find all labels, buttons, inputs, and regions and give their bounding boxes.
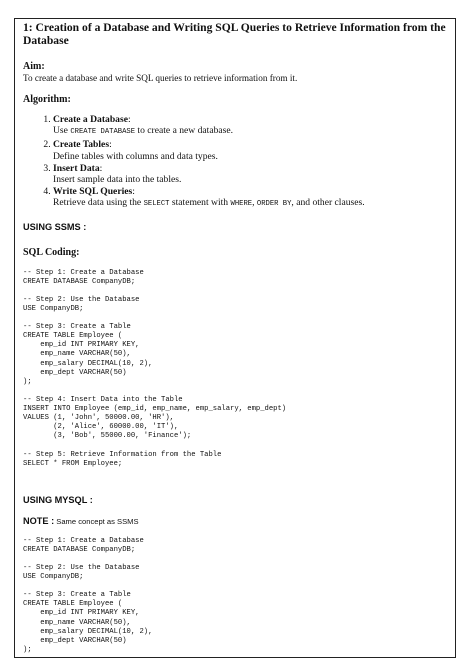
aim-heading: Aim: — [23, 61, 45, 72]
mysql-code-block: -- Step 1: Create a Database CREATE DATABASE CompanyDB; -- Step 2: Use the Database USE CompanyDB; -- Step 3: Create a Table CREATE TABLE Employee ( emp_id INT PRIMARY KEY, emp_name VARCHAR(50), emp_salary DECIMAL(10, 2), emp_dept VARCHAR(50) ); — [23, 536, 153, 654]
ssms-heading: USING SSMS : — [23, 221, 87, 232]
document-page — [14, 18, 456, 658]
algorithm-heading: Algorithm: — [23, 94, 71, 105]
note-label: NOTE : — [23, 515, 55, 526]
inline-code: CREATE DATABASE — [70, 128, 136, 137]
algorithm-step: 3. Insert Data: Insert sample data into the tables. — [53, 163, 447, 185]
algorithm-step: 4. Write SQL Queries: Retrieve data using the SELECT statement with WHERE, ORDER BY, and other clauses. — [53, 186, 447, 210]
note-line — [23, 516, 447, 527]
sql-coding-heading: SQL Coding: — [23, 246, 80, 258]
algorithm-steps — [23, 114, 447, 211]
note-text: Same concept as SSMS — [54, 516, 139, 526]
aim-text: To create a database and write SQL queries to retrieve information from it. — [23, 73, 298, 83]
algorithm-step: 2. Create Tables: Define tables with columns and data types. — [53, 139, 447, 161]
mysql-heading: USING MYSQL : — [23, 494, 93, 505]
document-title: 1: Creation of a Database and Writing SQL Queries to Retrieve Information from the Database — [23, 21, 446, 47]
algorithm-step: 1. Create a Database: Use CREATE DATABASE to create a new database. — [53, 114, 447, 138]
ssms-code-block: -- Step 1: Create a Database CREATE DATABASE CompanyDB; -- Step 2: Use the Database USE CompanyDB; -- Step 3: Create a Table CREATE TABLE Employee ( emp_id INT PRIMARY KEY, emp_name VARCHAR(50), emp_salary DECIMAL(10, 2), emp_dept VARCHAR(50) ); -- Step 4: Insert Data into the Table INSERT INTO Employee (emp_id, emp_name, emp_salary, emp_dept) VALUES (1, 'John', 50000.00, 'HR'), (2, 'Alice', 60000.00, 'IT'), (3, 'Bob', 55000.00, 'Finance'); -- Step 5: Retrieve Information from the Table SELECT * FROM Employee; — [23, 268, 287, 468]
